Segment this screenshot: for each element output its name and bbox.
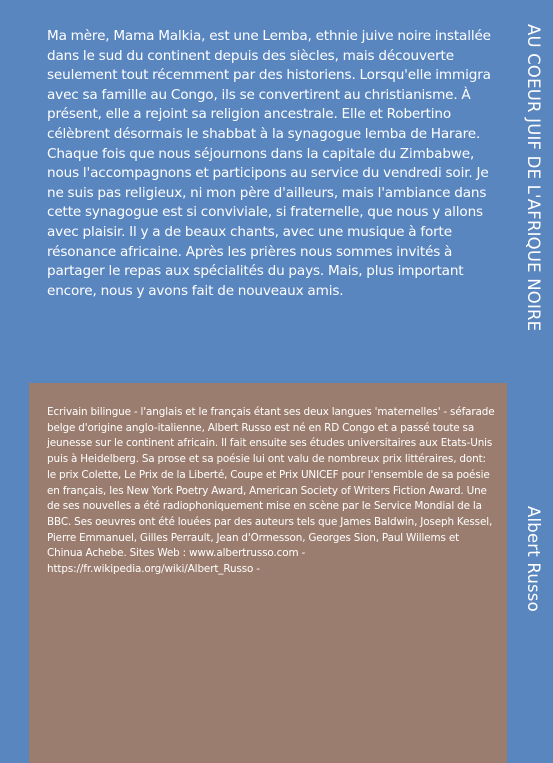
book-excerpt: Ma mère, Mama Malkia, est une Lemba, ethnie juive noire installée dans le sud du continent depuis des siècles, mais découverte seulement tout récemment par des historiens. Lorsqu'elle immigra avec sa famille au Congo, ils se convertirent au christianisme. À présent, elle a rejoint sa religion ancestrale. Elle et Robertino célèbrent désormais le shabbat à la synagogue lemba de Harare. Chaque fois que nous séjournons dans la capitale du Zimbabwe, nous l'accompagnons et participons au service du vendredi soir. Je ne suis pas religieux, ni mon père d'ailleurs, mais l'ambiance dans cette synagogue est si conviviale, si fraternelle, que nous y allons avec plaisir. Il y a de beaux chants, avec une musique à forte résonance africaine. Après les prières nous sommes invités à partager le repas aux spécialités du pays. Mais, plus important encore, nous y avons fait de nouveaux amis. [47, 28, 491, 299]
spine-title: AU COEUR JUIF DE L'AFRIQUE NOIRE [524, 24, 543, 332]
spine-author-name: Albert Russo [524, 506, 543, 612]
author-bio-panel [29, 383, 507, 763]
author-bio: Ecrivain bilingue - l'anglais et le français étant ses deux langues 'maternelles' - séfarade belge d'origine anglo-italienne, Albert Russo est né en RD Congo et a passé toute sa jeunesse sur le continent africain. Il fait ensuite ses études universitaires aux Etats-Unis puis à Heidelberg. Sa prose et sa poésie lui ont valu de nombreux prix littéraires, dont: le prix Colette, Le Prix de la Liberté, Coupe et Prix UNICEF pour l'ensemble de sa poésie en français, les New York Poetry Award, American Society of Writers Fiction Award. Une de ses nouvelles a été radiophoniquement mise en scène par le Service Mondial de la BBC. Ses oeuvres ont été louées par des auteurs tels que James Baldwin, Joseph Kessel, Pierre Emmanuel, Gilles Perrault, Jean d'Ormesson, Georges Sion, Paul Willems et Chinua Achebe. Sites Web : www.albertrusso.com - https://fr.wikipedia.org/wiki/Albert_Russo - [47, 406, 495, 576]
